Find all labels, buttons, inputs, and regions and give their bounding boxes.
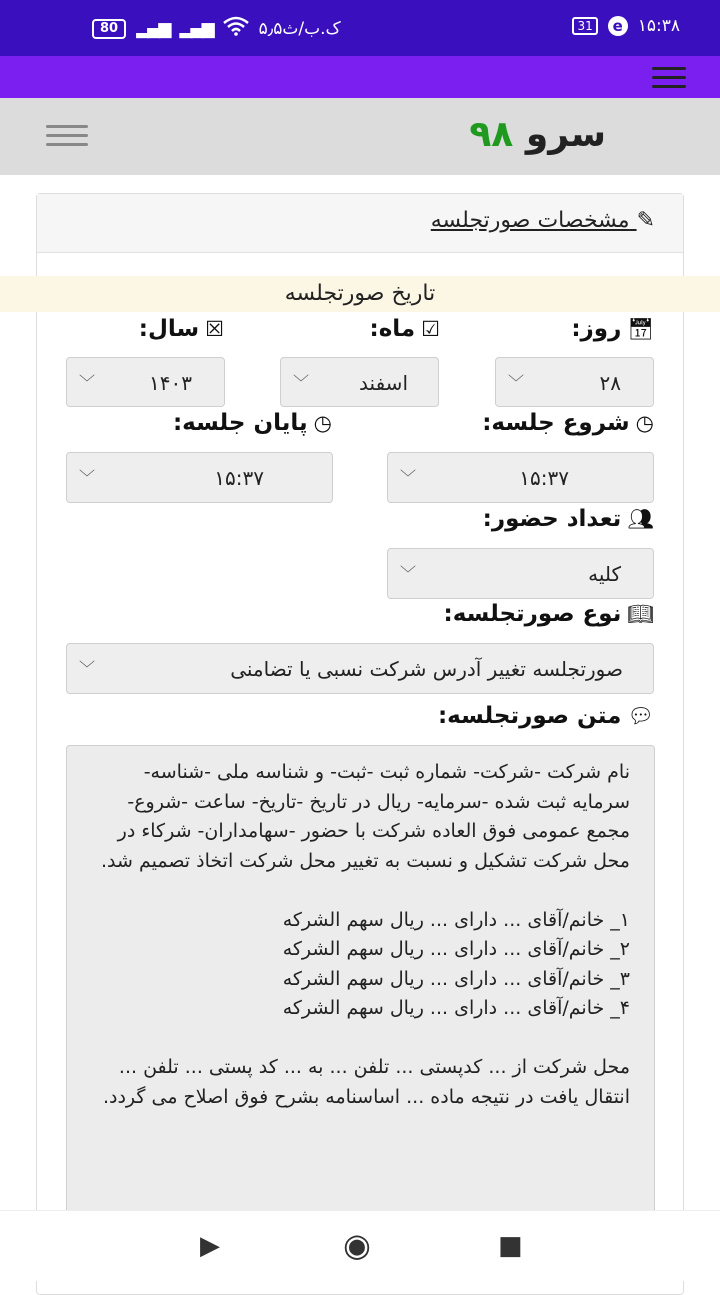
- date-section-title: تاریخ صورتجلسه: [0, 276, 720, 312]
- minutes-textarea[interactable]: نام شرکت -شرکت- شماره ثبت -ثبت- و شناسه ملی -شناسه- سرمایه ثبت شده -سرمایه- ریال در تاریخ -تاریخ- ساعت -شروع- مجمع عمومی فوق العاده شرکت با حضور -سهامداران- شرکاء در محل شرکت تشکیل و نسبت به تغییر محل شرکت اتخاذ تصمیم شد. ۱_ خانم/آقای ... دارای ... ریال سهم الشرکه ۲_ خانم/آقای ... دارای ... ریال سهم الشرکه ۳_ خانم/آقای ... دارای ... ریال سهم الشرکه ۴_ خانم/آقای ... دارای ... ریال سهم الشرکه محل شرکت از ... کدپستی ... تلفن ... به ... کد پستی ... تلفن ... انتقال یافت در نتیجه ماده ... اساسنامه بشرح فوق اصلاح می گردد.: [66, 745, 655, 1225]
- start-label: ◷شروع جلسه:: [482, 410, 654, 436]
- chevron-down-icon: ﹀: [293, 373, 310, 392]
- attendance-select[interactable]: کلیه ﹀: [387, 548, 654, 599]
- attendance-label: 👥︎تعداد حضور:: [482, 506, 654, 532]
- battery-icon: 80: [92, 19, 126, 39]
- chevron-down-icon: ﹀: [79, 373, 96, 392]
- chevron-down-icon: ﹀: [79, 659, 96, 678]
- minutes-text-label: 💬︎متن صورتجلسه:: [437, 703, 654, 729]
- home-icon[interactable]: ◉: [343, 1226, 371, 1264]
- book-icon: 📖︎: [627, 602, 654, 626]
- clock-icon: ◷: [313, 411, 332, 435]
- users-icon: 👥︎: [627, 507, 654, 531]
- chevron-down-icon: ﹀: [400, 468, 417, 487]
- logo-number: ۹۸: [469, 114, 514, 155]
- calendar-icon: 31: [572, 17, 597, 35]
- minutes-type-label: 📖︎نوع صورتجلسه:: [443, 601, 654, 627]
- chevron-down-icon: ﹀: [508, 373, 525, 392]
- chevron-down-icon: ﹀: [79, 468, 96, 487]
- clock-icon: ◷: [635, 411, 654, 435]
- end-label: ◷پایان جلسه:: [172, 410, 332, 436]
- day-label: 📅︎روز:: [571, 316, 654, 342]
- top-bar: [0, 56, 720, 98]
- month-select[interactable]: اسفند ﹀: [280, 357, 439, 407]
- data-speed: ۵٫۵ک.ب/ث: [258, 18, 341, 39]
- day-select[interactable]: ۲۸ ﹀: [495, 357, 654, 407]
- calendar-check-icon: ☑: [421, 317, 440, 341]
- top-menu-icon[interactable]: [652, 67, 686, 88]
- recents-icon[interactable]: ■: [498, 1231, 523, 1261]
- end-time-select[interactable]: ۱۵:۳۷ ﹀: [66, 452, 333, 503]
- signal-icon: ▂▄▆: [136, 18, 170, 39]
- minutes-type-select[interactable]: صورتجلسه تغییر آدرس شرکت نسبی یا تضامنی ﹀: [66, 643, 654, 694]
- year-select[interactable]: ۱۴۰۳ ﹀: [66, 357, 225, 407]
- calendar-icon: 📅︎: [627, 317, 654, 341]
- comment-icon: 💬︎: [627, 704, 654, 728]
- site-header: [0, 98, 720, 175]
- status-left: [92, 16, 341, 41]
- start-time-select[interactable]: ۱۵:۳۷ ﹀: [387, 452, 654, 503]
- status-bar: [0, 0, 720, 56]
- status-right: [572, 16, 680, 36]
- calendar-times-icon: ☒: [205, 317, 224, 341]
- site-logo[interactable]: [469, 114, 606, 155]
- site-menu-icon[interactable]: [46, 125, 88, 146]
- card-header: [37, 194, 683, 253]
- month-label: ☑ماه:: [369, 316, 440, 342]
- status-time: ۱۵:۳۸: [637, 16, 680, 36]
- card-title: [431, 208, 655, 233]
- signal-icon-2: ▂▄▆: [179, 18, 213, 39]
- wifi-icon: [223, 16, 249, 41]
- edit-icon: ✎: [636, 208, 655, 233]
- android-nav-bar: [0, 1210, 720, 1281]
- year-label: ☒سال:: [138, 316, 224, 342]
- logo-text: سرو: [525, 114, 606, 155]
- chevron-down-icon: ﹀: [400, 564, 417, 583]
- back-icon[interactable]: ▶: [200, 1231, 220, 1261]
- browser-app-icon: e: [608, 16, 628, 36]
- card-title-text: مشخصات صورتجلسه: [430, 208, 630, 233]
